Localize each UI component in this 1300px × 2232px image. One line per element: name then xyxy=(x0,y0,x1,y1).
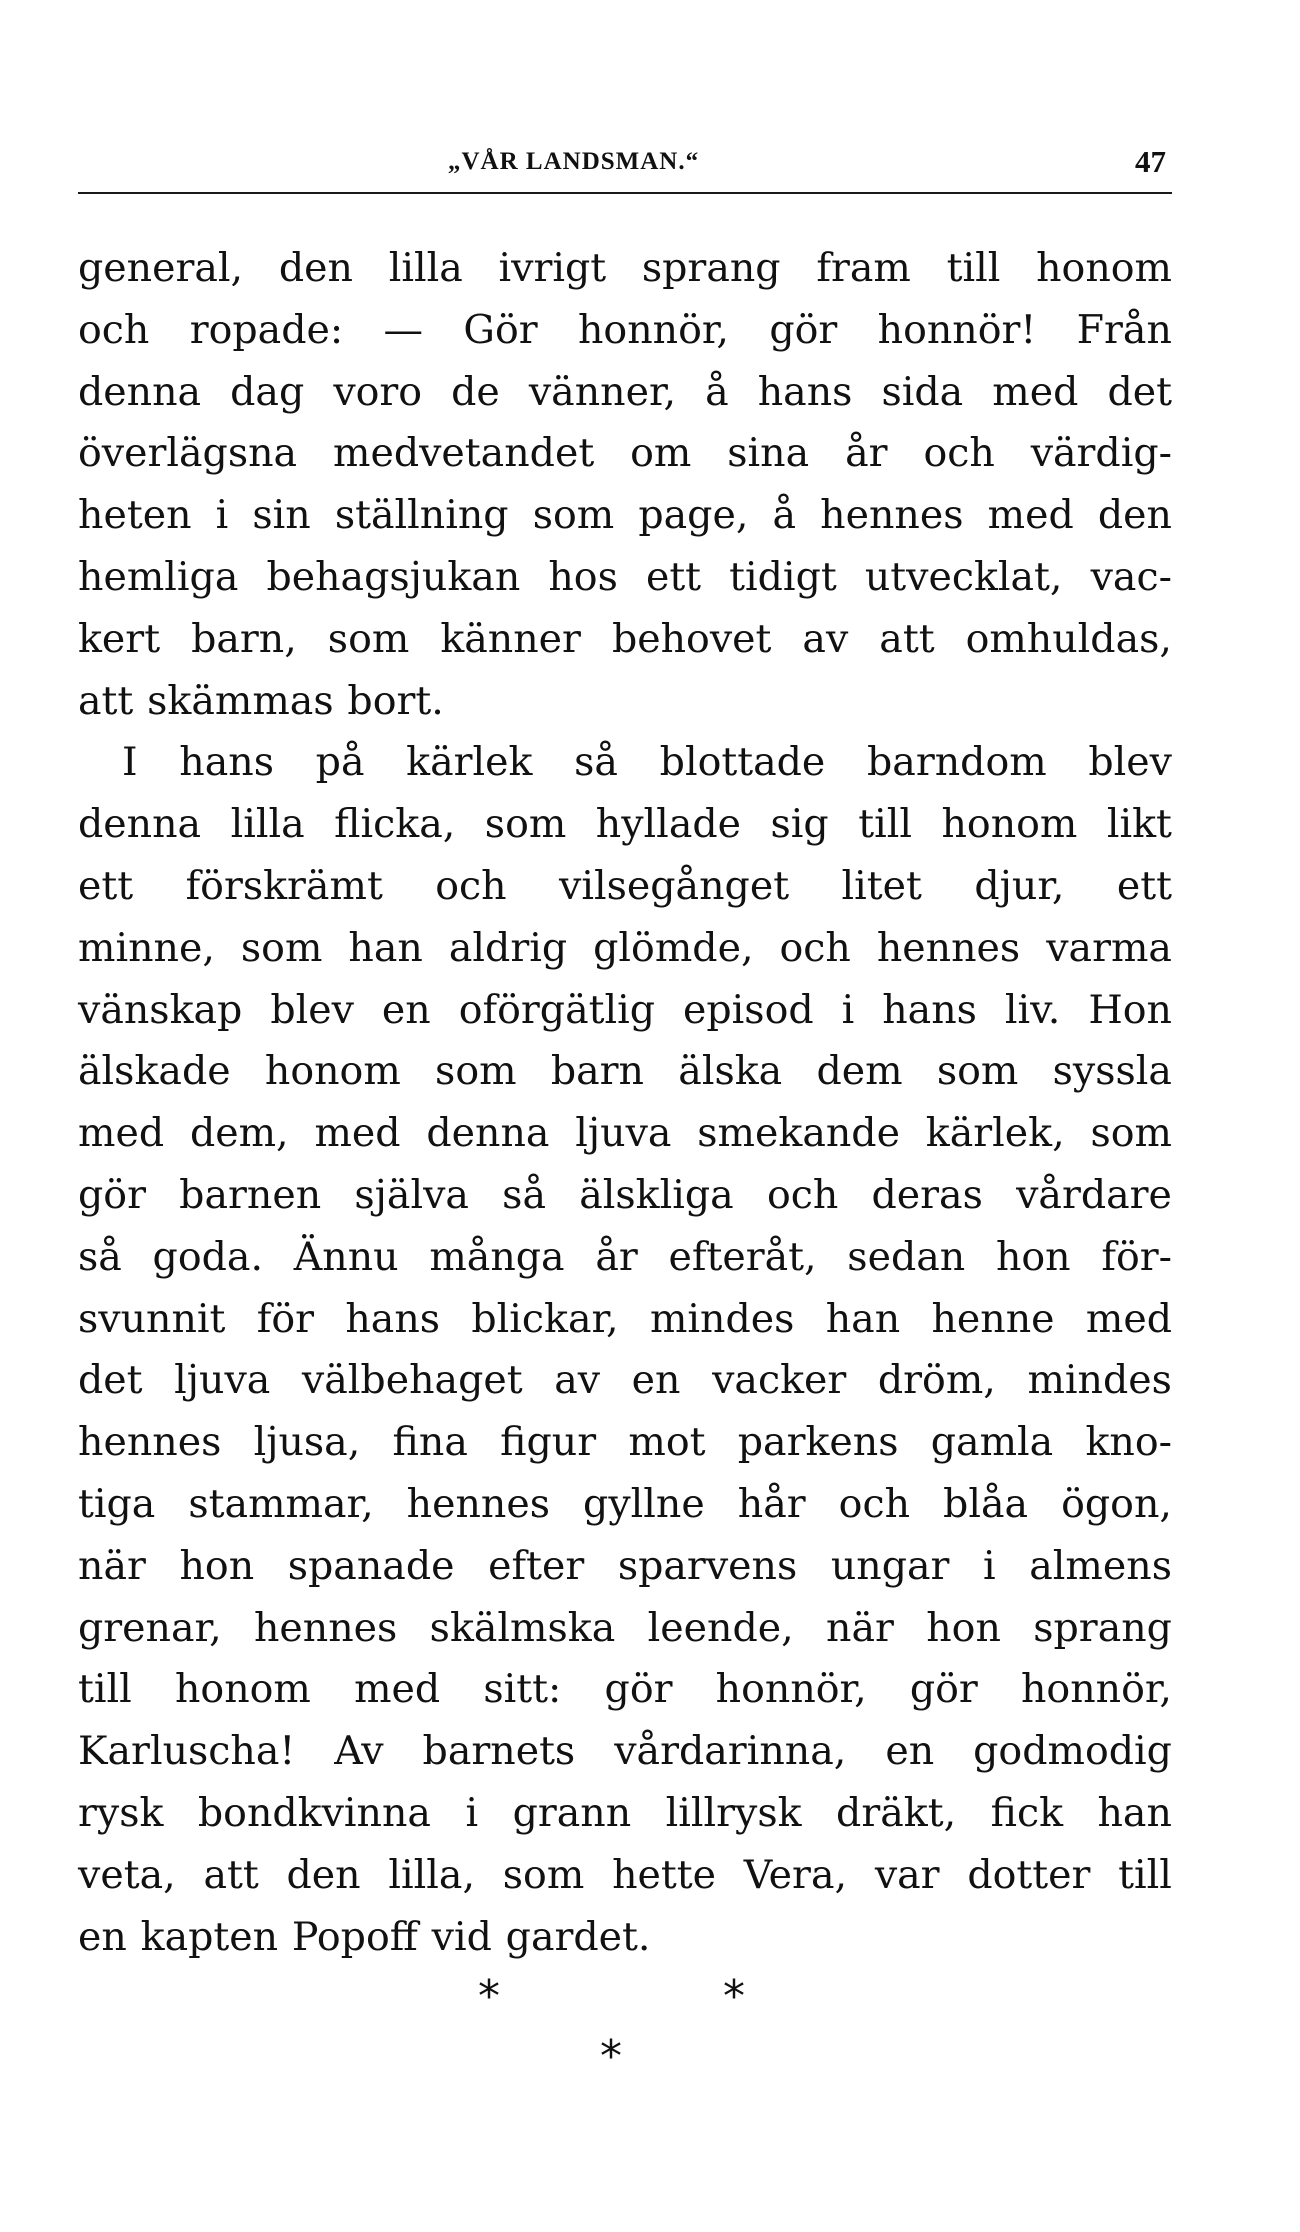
word: ett xyxy=(78,862,134,909)
word: dem, xyxy=(189,1110,289,1157)
word: överlägsna xyxy=(78,430,298,477)
word: att xyxy=(78,677,134,724)
word: figur xyxy=(500,1419,597,1466)
word: mindes xyxy=(1027,1357,1172,1404)
word: och xyxy=(766,1171,839,1218)
word: vänskap xyxy=(78,986,243,1033)
word: vid xyxy=(431,1913,492,1960)
text-line xyxy=(78,1783,1172,1845)
word: ögon, xyxy=(1061,1480,1172,1527)
section-break-asterism xyxy=(0,1971,1300,2105)
word: själva xyxy=(354,1171,469,1218)
word: honnör! xyxy=(877,306,1037,353)
word: aldrig xyxy=(448,924,568,971)
word: med xyxy=(354,1666,441,1713)
word: till xyxy=(946,245,1001,291)
word: rysk xyxy=(78,1789,164,1836)
asterisk: * xyxy=(478,1971,500,2022)
word: det xyxy=(1107,368,1172,415)
word: voro xyxy=(333,368,423,415)
word: bondkvinna xyxy=(197,1789,431,1836)
word: ljuva xyxy=(575,1110,672,1157)
word: syssla xyxy=(1052,1048,1172,1095)
word: sparvens xyxy=(617,1542,798,1589)
word: barn xyxy=(550,1048,644,1095)
word: ställning xyxy=(334,492,509,539)
word: grenar, xyxy=(78,1604,222,1651)
word: till xyxy=(78,1666,132,1713)
word: grann xyxy=(512,1789,632,1836)
text-line xyxy=(78,794,1172,856)
word: Gör xyxy=(463,306,538,353)
text-line xyxy=(78,1659,1172,1721)
word: ett xyxy=(645,553,702,600)
word: för xyxy=(256,1295,315,1342)
word: parkens xyxy=(737,1419,899,1466)
word: dem xyxy=(816,1048,903,1095)
word: att xyxy=(203,1851,259,1898)
word: ivrigt xyxy=(498,245,607,291)
word: djur, xyxy=(974,862,1065,909)
word: litet xyxy=(841,862,922,909)
word: hos xyxy=(548,553,618,600)
word: gamla xyxy=(930,1419,1054,1466)
word: älska xyxy=(678,1048,783,1095)
word: hår xyxy=(737,1480,806,1527)
text-line xyxy=(78,1845,1172,1907)
word: vac- xyxy=(1090,553,1172,600)
word: för- xyxy=(1101,1233,1172,1280)
word: likt xyxy=(1106,801,1172,848)
text-line xyxy=(78,1350,1172,1412)
word: svunnit xyxy=(78,1295,226,1342)
text-line xyxy=(78,547,1172,609)
text-line xyxy=(78,300,1172,362)
word: sina xyxy=(727,430,810,477)
word: hans xyxy=(882,986,977,1033)
word: sprang xyxy=(641,245,781,291)
word: den xyxy=(286,1851,361,1898)
word: barndom xyxy=(867,739,1047,786)
word: år xyxy=(595,1233,638,1280)
word: hennes xyxy=(78,1419,222,1466)
text-line xyxy=(78,671,1172,733)
word: ungar xyxy=(830,1542,950,1589)
asterisk: * xyxy=(600,2031,622,2082)
word: kapten xyxy=(140,1913,279,1960)
word: mot xyxy=(628,1419,706,1466)
word: att xyxy=(879,615,935,662)
word: — xyxy=(383,306,424,353)
word: hans xyxy=(345,1295,441,1342)
word: var xyxy=(874,1851,940,1898)
text-line xyxy=(78,856,1172,918)
text-line xyxy=(78,1412,1172,1474)
word: som xyxy=(484,801,567,848)
word: honnör, xyxy=(577,306,729,353)
word: hon xyxy=(179,1542,255,1589)
word: barn, xyxy=(191,615,297,662)
word: liv. xyxy=(1004,986,1061,1033)
word: när xyxy=(826,1604,894,1651)
word: med xyxy=(314,1110,401,1157)
word: deras xyxy=(871,1171,983,1218)
word: honnör, xyxy=(1020,1666,1172,1713)
word: honnör, xyxy=(715,1666,867,1713)
word: omhuldas, xyxy=(965,615,1172,662)
text-line xyxy=(78,1474,1172,1536)
word: gyllne xyxy=(583,1480,705,1527)
word: ljusa, xyxy=(253,1419,361,1466)
word: lilla, xyxy=(388,1851,476,1898)
word: den xyxy=(1097,492,1172,539)
word: ett xyxy=(1116,862,1172,909)
word: henne xyxy=(931,1295,1055,1342)
word: medvetandet xyxy=(333,430,595,477)
word: han xyxy=(1097,1789,1172,1836)
word: en xyxy=(631,1357,681,1404)
word: hyllade xyxy=(595,801,742,848)
word: dotter xyxy=(967,1851,1091,1898)
text-line xyxy=(78,362,1172,424)
word: varma xyxy=(1046,924,1172,971)
text-line xyxy=(78,980,1172,1042)
word: ljuva xyxy=(174,1357,271,1404)
word: å xyxy=(705,368,729,415)
word: goda. xyxy=(152,1233,264,1280)
word: gardet. xyxy=(505,1913,651,1960)
word: år xyxy=(845,430,888,477)
word: behagsjukan xyxy=(266,553,521,600)
word: sprang xyxy=(1033,1604,1172,1651)
word: det xyxy=(78,1357,143,1404)
word: barnen xyxy=(179,1171,322,1218)
word: tidigt xyxy=(729,553,837,600)
word: han xyxy=(825,1295,901,1342)
word: och xyxy=(78,306,150,353)
word: på xyxy=(315,739,365,786)
word: lilla xyxy=(388,245,463,291)
word: skämmas xyxy=(147,677,334,724)
word: de xyxy=(451,368,500,415)
word: som xyxy=(240,924,323,971)
word: godmodig xyxy=(973,1728,1172,1775)
word: fram xyxy=(816,245,911,291)
word: oförgätlig xyxy=(458,986,656,1033)
word: om xyxy=(630,430,692,477)
word: hans xyxy=(757,368,853,415)
word: minne, xyxy=(78,924,215,971)
word: med xyxy=(992,368,1079,415)
word: värdig- xyxy=(1030,430,1172,477)
word: han xyxy=(348,924,423,971)
word: gör xyxy=(909,1666,978,1713)
word: med xyxy=(987,492,1074,539)
word: hon xyxy=(995,1233,1071,1280)
text-line xyxy=(78,1103,1172,1165)
page-number: 47 xyxy=(1135,144,1166,179)
word: sig xyxy=(770,801,829,848)
word: barnets xyxy=(422,1728,576,1775)
word: blåa xyxy=(943,1480,1029,1527)
word: i xyxy=(841,986,855,1033)
word: Hon xyxy=(1088,986,1172,1033)
word: Från xyxy=(1076,306,1172,353)
word: i xyxy=(215,492,229,539)
word: honom xyxy=(941,801,1078,848)
text-line xyxy=(78,732,1172,794)
word: behovet xyxy=(611,615,772,662)
word: å xyxy=(772,492,797,539)
word: denna xyxy=(78,368,202,415)
word: med xyxy=(1085,1295,1172,1342)
word: när xyxy=(78,1542,146,1589)
word: spanade xyxy=(287,1542,455,1589)
word: honom xyxy=(1036,245,1172,291)
word: och xyxy=(923,430,995,477)
word: så xyxy=(502,1171,546,1218)
word: blickar, xyxy=(471,1295,619,1342)
word: som xyxy=(502,1851,585,1898)
word: och xyxy=(838,1480,911,1527)
word: älskliga xyxy=(579,1171,734,1218)
word: förskrämt xyxy=(185,862,383,909)
word: som xyxy=(1090,1110,1172,1157)
word: blottade xyxy=(659,739,826,786)
word: almens xyxy=(1029,1542,1172,1589)
word: som xyxy=(435,1048,517,1095)
word: veta, xyxy=(78,1851,176,1898)
word: bort. xyxy=(347,677,444,724)
word: känner xyxy=(440,615,581,662)
word: tiga xyxy=(78,1480,156,1527)
word: honom xyxy=(174,1666,311,1713)
word: hennes xyxy=(820,492,964,539)
word: hemliga xyxy=(78,553,239,600)
word: mindes xyxy=(649,1295,795,1342)
word: en xyxy=(78,1913,127,1960)
word: gör xyxy=(78,1171,146,1218)
word: hennes xyxy=(876,924,1021,971)
word: en xyxy=(885,1728,935,1775)
text-line xyxy=(78,1289,1172,1351)
body-text xyxy=(78,238,1172,1968)
word: kärlek, xyxy=(925,1110,1065,1157)
word: honom xyxy=(264,1048,401,1095)
word: general, xyxy=(78,245,244,291)
word: Ännu xyxy=(293,1233,399,1280)
asterisk: * xyxy=(723,1971,745,2022)
text-line xyxy=(78,238,1172,300)
page-header xyxy=(78,146,1172,194)
word: sin xyxy=(252,492,311,539)
word: sedan xyxy=(847,1233,966,1280)
text-line xyxy=(78,918,1172,980)
word: blev xyxy=(1088,739,1172,786)
word: älskade xyxy=(78,1048,231,1095)
word: vilsegånget xyxy=(559,862,790,909)
word: den xyxy=(278,245,353,291)
word: Av xyxy=(334,1728,384,1775)
text-line xyxy=(78,609,1172,671)
word: kärlek xyxy=(406,739,533,786)
word: som xyxy=(327,615,410,662)
word: denna xyxy=(426,1110,550,1157)
word: ropade: xyxy=(189,306,344,353)
running-head: „VÅR LANDSMAN.“ xyxy=(448,148,700,175)
word: en xyxy=(381,986,431,1033)
word: heten xyxy=(78,492,192,539)
word: sitt: xyxy=(483,1666,562,1713)
word: av xyxy=(802,615,849,662)
word: gör xyxy=(604,1666,673,1713)
word: många xyxy=(429,1233,565,1280)
word: I xyxy=(122,739,138,786)
word: hennes xyxy=(253,1604,398,1651)
word: skälmska xyxy=(429,1604,616,1651)
text-line xyxy=(78,1165,1172,1227)
word: till xyxy=(858,801,912,848)
word: hans xyxy=(179,739,274,786)
word: efteråt, xyxy=(668,1233,817,1280)
word: leende, xyxy=(647,1604,794,1651)
word: gör xyxy=(769,306,838,353)
word: vårdare xyxy=(1016,1171,1172,1218)
word: sida xyxy=(881,368,964,415)
word: välbehaget xyxy=(301,1357,523,1404)
word: vårdarinna, xyxy=(614,1728,847,1775)
word: stammar, xyxy=(188,1480,374,1527)
word: fina xyxy=(392,1419,468,1466)
word: hennes xyxy=(406,1480,551,1527)
word: denna xyxy=(78,801,202,848)
word: hon xyxy=(926,1604,1001,1651)
text-line xyxy=(78,1721,1172,1783)
word: episod xyxy=(683,986,814,1033)
word: och xyxy=(435,862,507,909)
word: dag xyxy=(230,368,305,415)
word: som xyxy=(936,1048,1019,1095)
word: blev xyxy=(270,986,354,1033)
word: kert xyxy=(78,615,161,662)
word: med xyxy=(78,1110,165,1157)
word: av xyxy=(554,1357,601,1404)
text-line xyxy=(78,1227,1172,1289)
word: så xyxy=(78,1233,122,1280)
word: i xyxy=(983,1542,996,1589)
text-line xyxy=(78,1598,1172,1660)
word: dräkt, xyxy=(836,1789,957,1836)
word: dröm, xyxy=(877,1357,996,1404)
word: Popoff xyxy=(291,1913,418,1960)
text-line xyxy=(78,485,1172,547)
word: fick xyxy=(990,1789,1064,1836)
word: efter xyxy=(488,1542,585,1589)
word: page, xyxy=(638,492,749,539)
word: Karluscha! xyxy=(78,1728,296,1775)
text-line xyxy=(78,423,1172,485)
word: vacker xyxy=(712,1357,847,1404)
word: till xyxy=(1118,1851,1172,1898)
word: utvecklat, xyxy=(864,553,1063,600)
word: lillrysk xyxy=(665,1789,802,1836)
text-line xyxy=(78,1536,1172,1598)
text-line xyxy=(78,1907,1172,1969)
word: glömde, xyxy=(593,924,754,971)
word: som xyxy=(532,492,615,539)
word: Vera, xyxy=(743,1851,848,1898)
word: vänner, xyxy=(528,368,677,415)
word: lilla xyxy=(230,801,305,848)
word: kno- xyxy=(1085,1419,1172,1466)
word: hette xyxy=(612,1851,717,1898)
word: flicka, xyxy=(334,801,456,848)
word: och xyxy=(779,924,851,971)
text-line xyxy=(78,1041,1172,1103)
word: så xyxy=(574,739,618,786)
word: i xyxy=(465,1789,479,1836)
word: smekande xyxy=(697,1110,900,1157)
